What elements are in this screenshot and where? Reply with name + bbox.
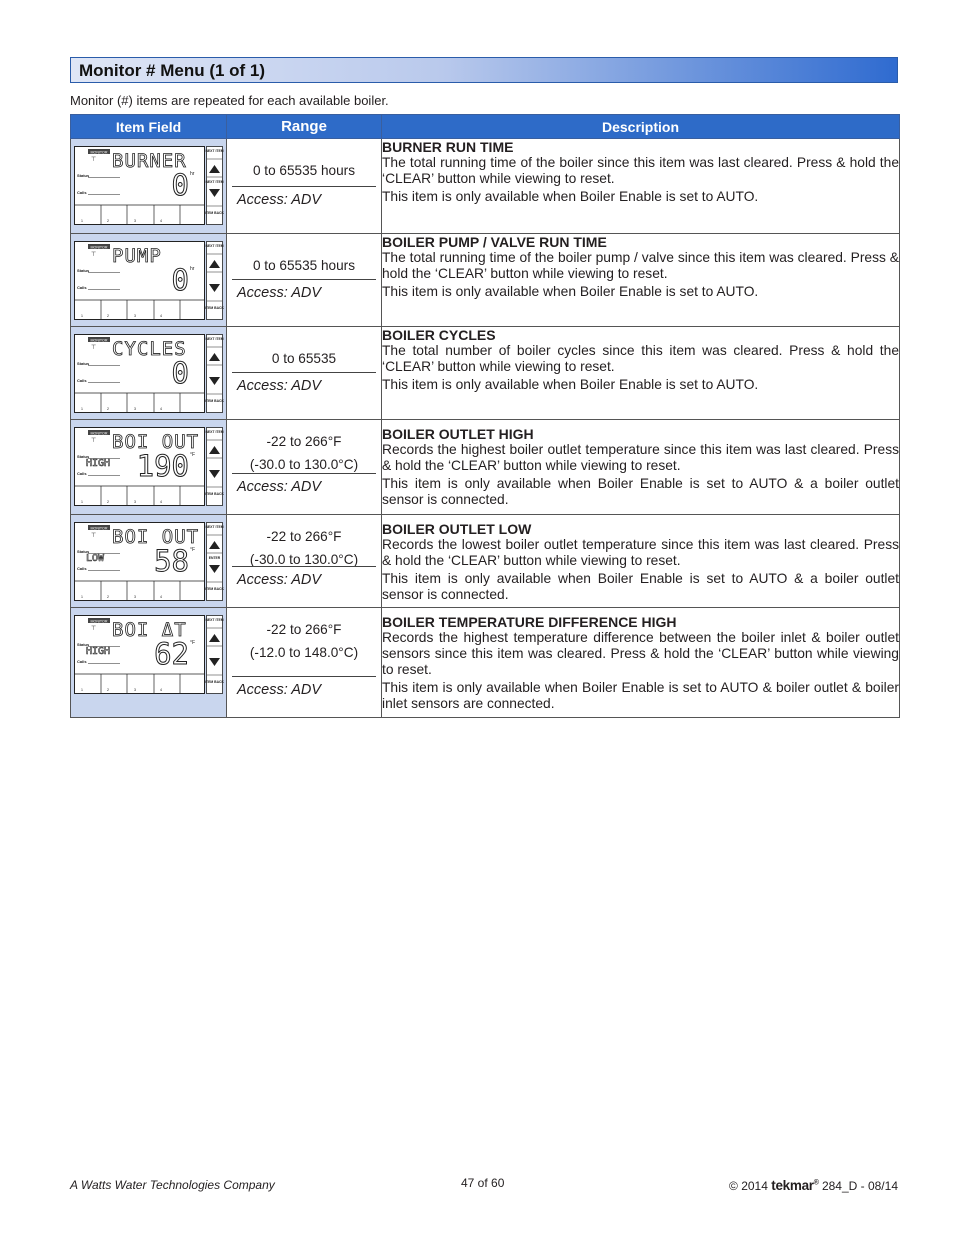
item-field-cell bbox=[71, 515, 227, 608]
lcd-display-icon bbox=[74, 146, 224, 225]
access-level: Access: ADV bbox=[237, 285, 322, 301]
svg-text:⊤: ⊤ bbox=[91, 251, 97, 258]
lcd-value-text: 0 bbox=[171, 168, 189, 202]
next-item-button-label: NEXT ITEM bbox=[205, 618, 224, 622]
description-title: BOILER OUTLET HIGH bbox=[382, 426, 534, 442]
lcd-top-text: BURNER bbox=[112, 150, 187, 172]
access-level: Access: ADV bbox=[237, 479, 322, 495]
item-field-cell bbox=[71, 420, 227, 515]
lcd-calls-label: Calls bbox=[77, 659, 87, 664]
next-item-button-label: NEXT ITEM bbox=[205, 430, 224, 434]
lcd-zone-number: 4 bbox=[160, 595, 162, 599]
footer-page-number: 47 of 60 bbox=[461, 1176, 505, 1190]
lcd-zone-number: 2 bbox=[107, 219, 109, 223]
range-value: -22 to 266°F bbox=[266, 434, 342, 449]
lcd-zone-number: 1 bbox=[81, 314, 83, 318]
description-text: This item is only available when Boiler Enable is set to AUTO & a boiler outlet sensor is connected. bbox=[382, 571, 899, 602]
item-back-button-label: ITEM BACK bbox=[205, 492, 224, 496]
monitor-menu-table bbox=[70, 114, 900, 718]
header-range: Range bbox=[227, 115, 382, 139]
lcd-top-text: BOI OUT bbox=[112, 431, 200, 453]
range-divider bbox=[232, 372, 376, 373]
lcd-zone-number: 3 bbox=[134, 407, 136, 411]
range-divider bbox=[232, 473, 376, 474]
lcd-display-icon bbox=[74, 522, 224, 601]
lcd-screen bbox=[74, 427, 224, 506]
lcd-zone-number: 1 bbox=[81, 407, 83, 411]
item-back-button-label: ITEM BACK bbox=[205, 306, 224, 310]
lcd-badge-label: MONITOR bbox=[90, 245, 108, 250]
range-value: -22 to 266°F bbox=[266, 622, 342, 637]
lcd-value-text: 0 bbox=[171, 263, 189, 297]
section-title-bar bbox=[70, 57, 898, 83]
description-text: This item is only available when Boiler Enable is set to AUTO. bbox=[382, 189, 759, 204]
item-back-button-label: ITEM BACK bbox=[205, 680, 224, 684]
lcd-zone-number: 1 bbox=[81, 219, 83, 223]
lcd-zone-number: 2 bbox=[107, 595, 109, 599]
range-cell bbox=[227, 234, 382, 327]
lcd-screen bbox=[74, 615, 224, 694]
next-item-button-label: NEXT ITEM bbox=[205, 244, 224, 248]
lcd-sub-text: HIGH bbox=[86, 646, 111, 657]
lcd-zone-number: 1 bbox=[81, 688, 83, 692]
lcd-sub-text: HIGH bbox=[86, 458, 111, 469]
table-row bbox=[71, 420, 900, 515]
table-row bbox=[71, 139, 900, 234]
lcd-zone-number: 2 bbox=[107, 500, 109, 504]
range-divider bbox=[232, 279, 376, 280]
item-back-button-label: ITEM BACK bbox=[205, 211, 224, 215]
lcd-calls-label: Calls bbox=[77, 471, 87, 476]
range-divider bbox=[232, 676, 376, 677]
lcd-display-icon bbox=[74, 334, 224, 413]
range-value: 0 to 65535 hours bbox=[252, 163, 356, 178]
lcd-zone-number: 3 bbox=[134, 688, 136, 692]
next-item-button-label: NEXT ITEM bbox=[205, 337, 224, 341]
lcd-display-icon bbox=[74, 427, 224, 506]
lcd-zone-number: 4 bbox=[160, 219, 162, 223]
lcd-status-label: Status bbox=[77, 361, 90, 366]
lcd-unit-text: hr bbox=[190, 171, 195, 177]
lcd-zone-number: 3 bbox=[134, 314, 136, 318]
description-text: Records the highest boiler outlet temperature since this item was last cleared. Press & hold the ‘CLEAR’ button while viewing to reset. bbox=[382, 442, 899, 473]
lcd-zone-number: 3 bbox=[134, 595, 136, 599]
lcd-unit-text: °F bbox=[190, 452, 196, 458]
description-text: This item is only available when Boiler Enable is set to AUTO & boiler outlet & boiler inlet sensors are connected. bbox=[382, 680, 899, 711]
lcd-zone-number: 1 bbox=[81, 500, 83, 504]
description-cell bbox=[382, 234, 900, 327]
lcd-badge-label: MONITOR bbox=[90, 619, 108, 624]
header-item-field: Item Field bbox=[71, 115, 227, 139]
lcd-zone-number: 3 bbox=[134, 500, 136, 504]
lcd-unit-text: °F bbox=[190, 640, 196, 646]
description-title: BOILER OUTLET LOW bbox=[382, 521, 532, 537]
lcd-calls-label: Calls bbox=[77, 378, 87, 383]
lcd-badge-label: MONITOR bbox=[90, 338, 108, 343]
lcd-value-text: 62 bbox=[154, 637, 189, 671]
range-value: -22 to 266°F bbox=[266, 529, 342, 544]
description-text: This item is only available when Boiler Enable is set to AUTO & a boiler outlet sensor is connected. bbox=[382, 476, 899, 507]
lcd-status-label: Status bbox=[77, 642, 90, 647]
middle-button-label: ENTER bbox=[208, 556, 221, 560]
lcd-value-text: 58 bbox=[154, 544, 189, 578]
description-text: This item is only available when Boiler Enable is set to AUTO. bbox=[382, 284, 759, 299]
description-title: BOILER PUMP / VALVE RUN TIME bbox=[382, 234, 607, 250]
lcd-zone-number: 1 bbox=[81, 595, 83, 599]
lcd-top-text: PUMP bbox=[112, 245, 162, 267]
range-cell bbox=[227, 515, 382, 608]
lcd-value-text: 0 bbox=[171, 356, 189, 390]
description-title: BOILER TEMPERATURE DIFFERENCE HIGH bbox=[382, 614, 677, 630]
description-text: This item is only available when Boiler Enable is set to AUTO. bbox=[382, 377, 759, 392]
description-cell bbox=[382, 420, 900, 515]
document-code: 284_D - 08/14 bbox=[821, 1179, 898, 1193]
lcd-status-label: Status bbox=[77, 454, 90, 459]
description-text: The total running time of the boiler pump / valve since this item was cleared. Press & hold the ‘CLEAR’ button while viewing to reset. bbox=[382, 250, 899, 281]
lcd-display-icon bbox=[74, 615, 224, 694]
range-cell bbox=[227, 420, 382, 515]
lcd-unit-text: °F bbox=[190, 547, 196, 553]
lcd-calls-label: Calls bbox=[77, 566, 87, 571]
lcd-top-text: BOI OUT bbox=[112, 526, 200, 548]
description-cell bbox=[382, 139, 900, 234]
description-text: Records the highest temperature difference between the boiler inlet & boiler outlet sensors since this item was cleared. Press & hold the ‘CLEAR’ button while viewing to reset. bbox=[382, 630, 899, 677]
range-value: 0 to 65535 hours bbox=[252, 258, 356, 273]
lcd-top-text: CYCLES bbox=[112, 338, 187, 360]
item-back-button-label: ITEM BACK bbox=[205, 587, 224, 591]
next-item-button-label: NEXT ITEM bbox=[205, 525, 224, 529]
access-level: Access: ADV bbox=[237, 192, 322, 208]
lcd-calls-label: Calls bbox=[77, 285, 87, 290]
lcd-status-label: Status bbox=[77, 173, 90, 178]
access-level: Access: ADV bbox=[237, 572, 322, 588]
description-text: The total number of boiler cycles since this item was cleared. Press & hold the ‘CLEAR’ button while viewing to reset. bbox=[382, 343, 899, 374]
lcd-zone-number: 3 bbox=[134, 219, 136, 223]
description-title: BOILER CYCLES bbox=[382, 327, 496, 343]
lcd-badge-label: MONITOR bbox=[90, 431, 108, 436]
description-cell bbox=[382, 327, 900, 420]
lcd-top-text: BOI ΔT bbox=[112, 619, 187, 641]
svg-text:⊤: ⊤ bbox=[91, 532, 97, 539]
intro-text: Monitor (#) items are repeated for each available boiler. bbox=[70, 93, 389, 108]
lcd-sub-text: LOW bbox=[86, 553, 105, 564]
item-field-cell bbox=[71, 139, 227, 234]
lcd-zone-number: 2 bbox=[107, 688, 109, 692]
footer-copyright bbox=[729, 1178, 898, 1193]
access-level: Access: ADV bbox=[237, 378, 322, 394]
table-header-row bbox=[71, 115, 900, 139]
table-row bbox=[71, 608, 900, 718]
description-text: Records the lowest boiler outlet temperature since this item was last cleared. Press & hold the ‘CLEAR’ button while viewing to reset. bbox=[382, 537, 899, 568]
lcd-zone-number: 4 bbox=[160, 688, 162, 692]
range-value: (-30.0 to 130.0°C) bbox=[249, 457, 359, 472]
item-field-cell bbox=[71, 234, 227, 327]
lcd-screen bbox=[74, 522, 224, 601]
svg-text:⊤: ⊤ bbox=[91, 437, 97, 444]
header-description: Description bbox=[382, 115, 900, 139]
lcd-zone-number: 2 bbox=[107, 407, 109, 411]
item-back-button-label: ITEM BACK bbox=[205, 399, 224, 403]
access-level: Access: ADV bbox=[237, 682, 322, 698]
section-title: Monitor # Menu (1 of 1) bbox=[79, 61, 266, 80]
range-cell bbox=[227, 327, 382, 420]
lcd-screen bbox=[74, 334, 224, 413]
item-field-cell bbox=[71, 608, 227, 718]
tekmar-logo: tekmar® bbox=[771, 1178, 819, 1193]
lcd-screen bbox=[74, 241, 224, 320]
footer-company: A Watts Water Technologies Company bbox=[70, 1178, 275, 1192]
description-text: The total running time of the boiler since this item was last cleared. Press & hold the ‘CLEAR’ button while viewing to reset. bbox=[382, 155, 899, 186]
range-cell bbox=[227, 608, 382, 718]
next-item-button-label: NEXT ITEM bbox=[205, 149, 224, 153]
lcd-display-icon bbox=[74, 241, 224, 320]
range-value: (-30.0 to 130.0°C) bbox=[249, 552, 359, 567]
middle-button-label: NEXT ITEM bbox=[205, 180, 224, 184]
lcd-unit-text: hr bbox=[190, 266, 195, 272]
description-cell bbox=[382, 515, 900, 608]
lcd-screen bbox=[74, 146, 224, 225]
range-value: 0 to 65535 bbox=[271, 351, 337, 366]
lcd-badge-label: MONITOR bbox=[90, 150, 108, 155]
lcd-zone-number: 4 bbox=[160, 500, 162, 504]
item-field-cell bbox=[71, 327, 227, 420]
lcd-zone-number: 4 bbox=[160, 314, 162, 318]
lcd-badge-label: MONITOR bbox=[90, 526, 108, 531]
range-value: (-12.0 to 148.0°C) bbox=[249, 645, 359, 660]
copyright-year: © 2014 bbox=[729, 1179, 768, 1193]
svg-text:⊤: ⊤ bbox=[91, 344, 97, 351]
svg-text:⊤: ⊤ bbox=[91, 625, 97, 632]
table-row bbox=[71, 234, 900, 327]
range-divider bbox=[232, 566, 376, 567]
lcd-status-label: Status bbox=[77, 268, 90, 273]
lcd-calls-label: Calls bbox=[77, 190, 87, 195]
lcd-value-text: 190 bbox=[136, 449, 189, 483]
svg-text:⊤: ⊤ bbox=[91, 156, 97, 163]
range-divider bbox=[232, 186, 376, 187]
table-row bbox=[71, 515, 900, 608]
description-cell bbox=[382, 608, 900, 718]
lcd-status-label: Status bbox=[77, 549, 90, 554]
lcd-zone-number: 4 bbox=[160, 407, 162, 411]
description-title: BURNER RUN TIME bbox=[382, 139, 514, 155]
lcd-zone-number: 2 bbox=[107, 314, 109, 318]
range-cell bbox=[227, 139, 382, 234]
table-row bbox=[71, 327, 900, 420]
